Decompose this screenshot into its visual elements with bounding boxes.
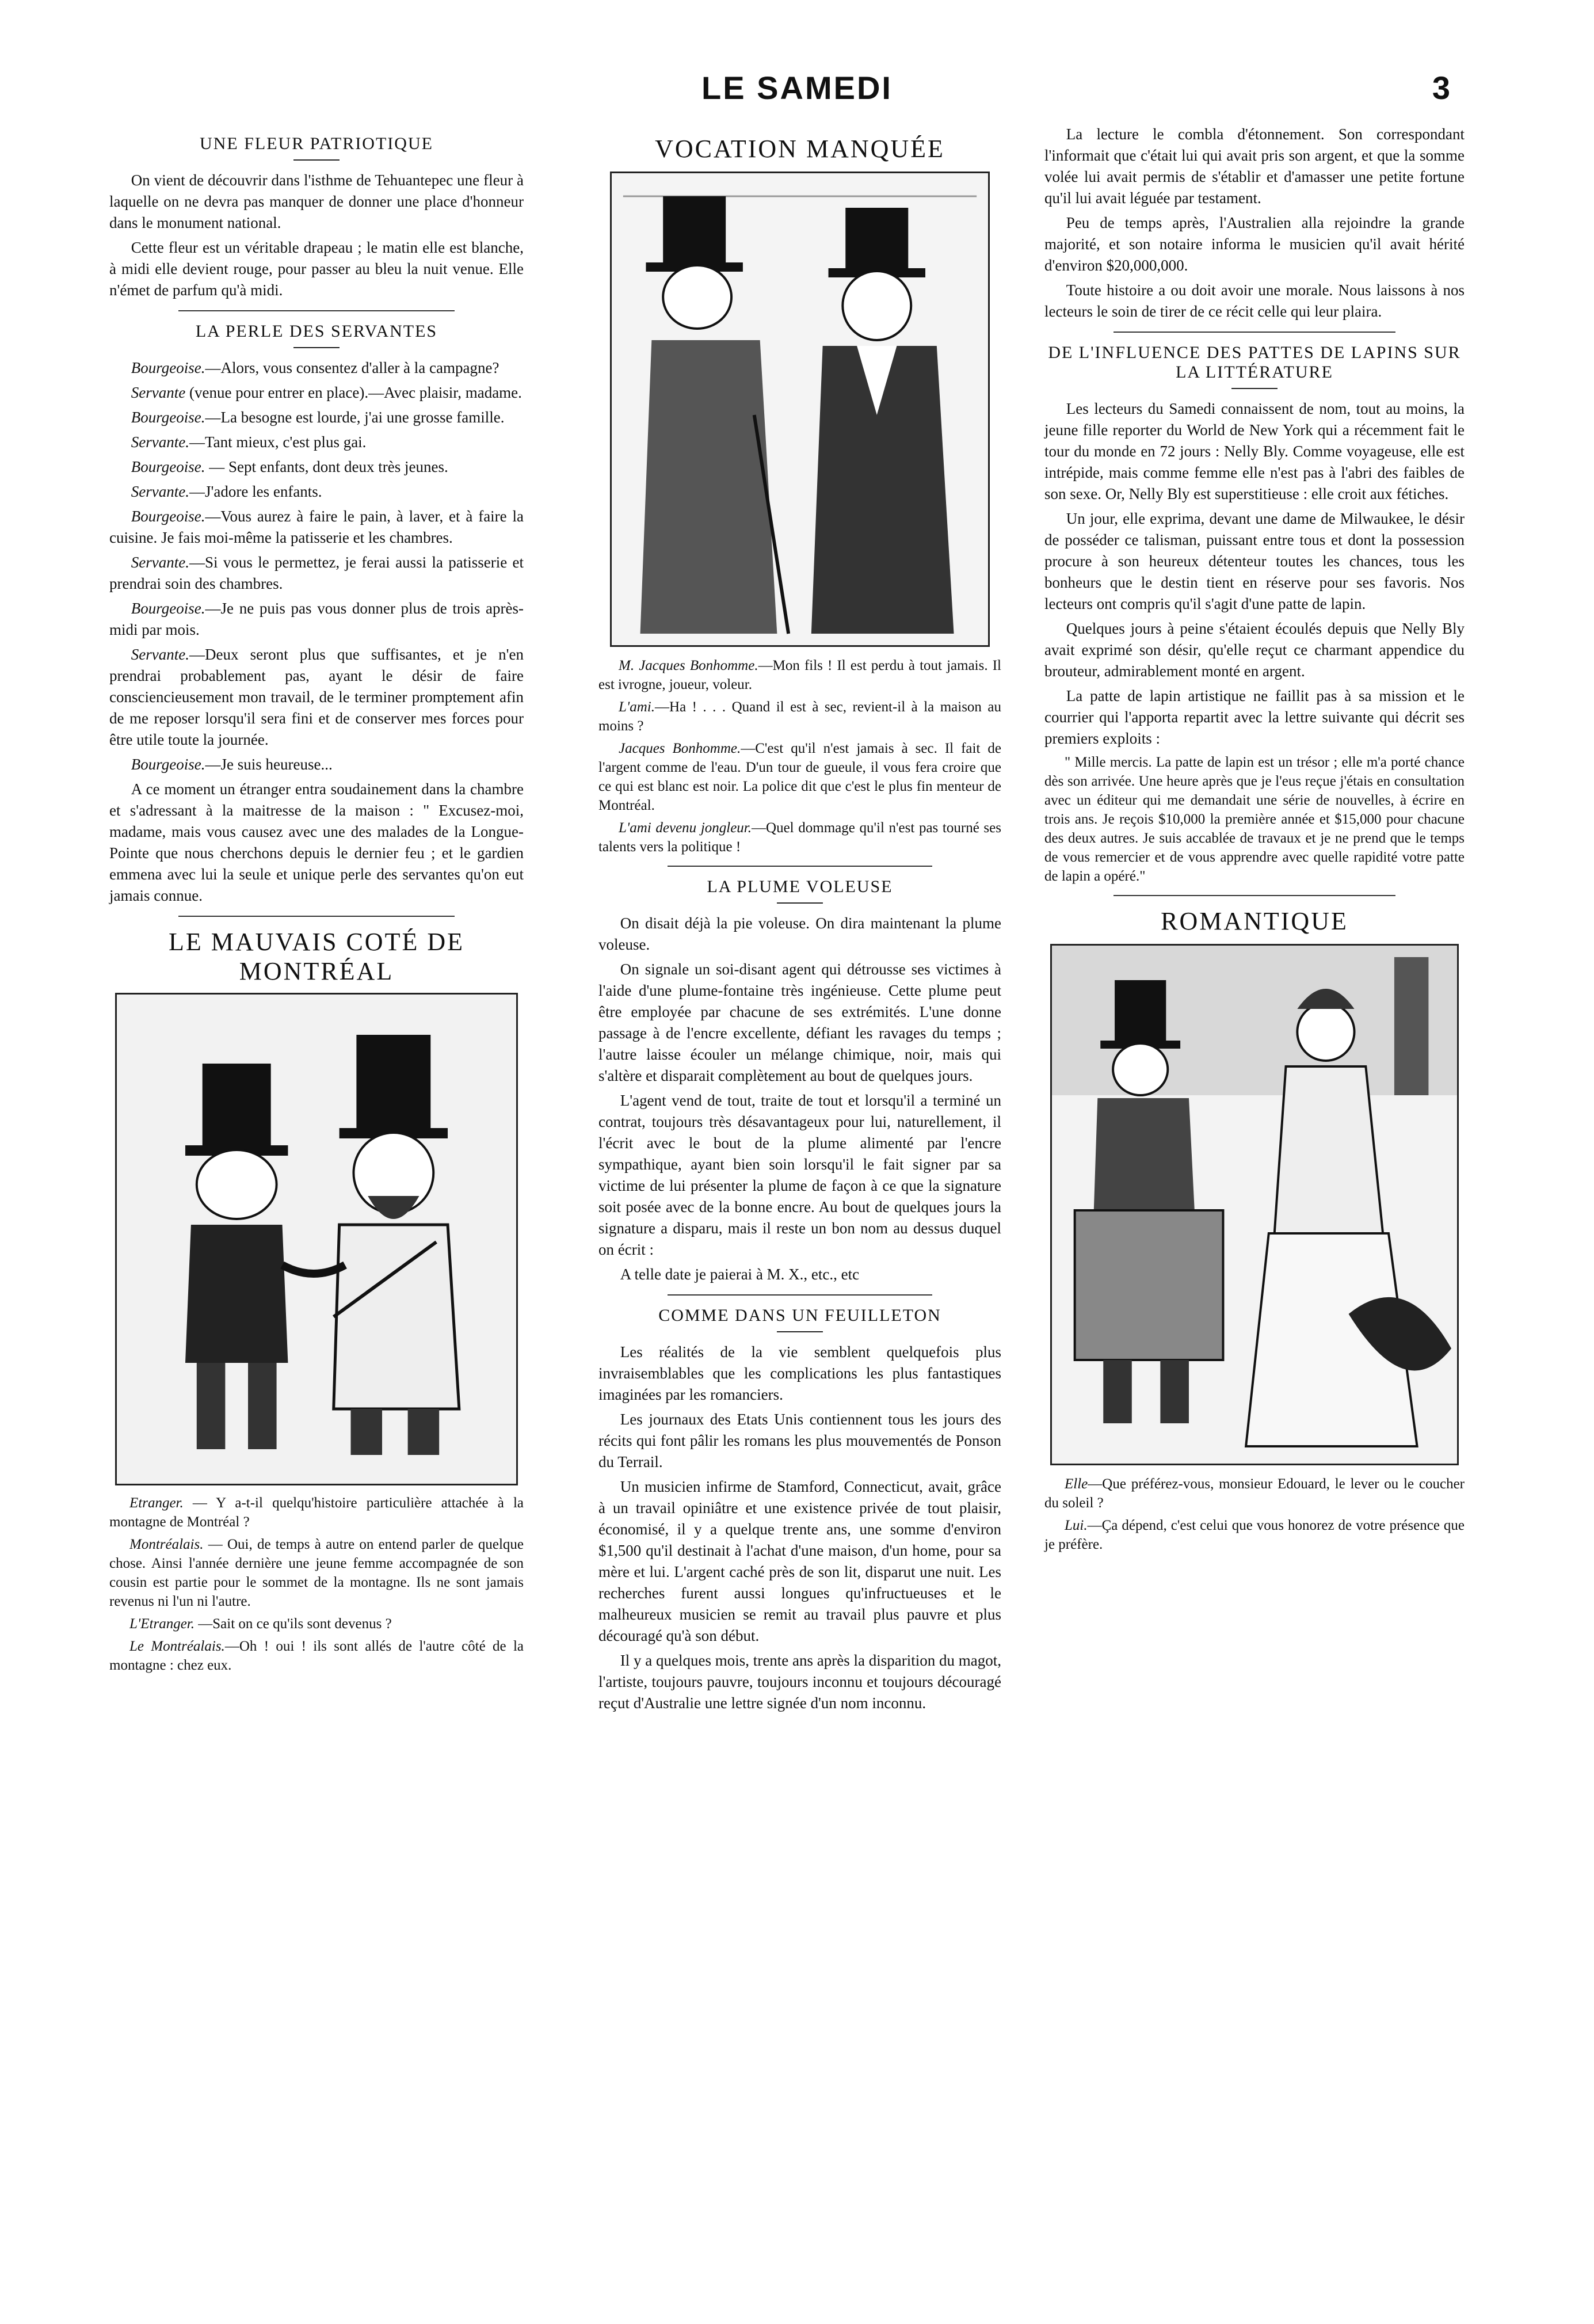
line: — Oui, de temps à autre on entend parler de quelque chose. Ainsi l'année dernière une jeune femme accompagnée de son cousin est partie pour le sommet de la montagne. Ils ne sont jamais revenus ni l'un ni l'autre.	[109, 1537, 524, 1609]
section-divider	[668, 866, 932, 867]
section-divider	[1113, 332, 1395, 333]
speaker: Bourgeoise.	[131, 508, 205, 525]
speaker: L'ami.	[619, 699, 655, 715]
speaker: Servante.	[131, 646, 190, 663]
title-rule	[777, 1331, 823, 1332]
line: —Mon fils ! Il est perdu à tout jamais. Il est ivrogne, joueur, voleur.	[598, 658, 1002, 692]
feuilleton-continued: La lecture le combla d'étonnement. Son correspondant l'informait que c'était lui qui avait pris son argent, et que la somme volée lui avait permis de s'établir et d'amasser une petite fortune qu'il lui avait léguée par testament.	[1044, 125, 1465, 207]
title-rule	[777, 902, 823, 904]
line: —Quel dommage qu'il n'est pas tourné ses talents vers la politique !	[598, 820, 1001, 855]
plume-paragraph: A telle date je paierai à M. X., etc., etc	[620, 1266, 860, 1283]
line: —Je ne puis pas vous donner plus de trois après-midi par mois.	[109, 600, 524, 638]
fleur-paragraph-2: Cette fleur est un véritable drapeau ; le matin elle est blanche, à midi elle devient rouge, pour passer au bleu la nuit venue. Elle n'émet de parfum qu'à midi.	[109, 239, 524, 299]
title-rule	[1231, 388, 1278, 389]
title-rule	[293, 347, 340, 348]
section-divider	[178, 310, 455, 311]
romantique-dialogue	[1044, 1475, 1465, 1554]
perle-ending: A ce moment un étranger entra soudainement dans la chambre et s'adressant à la maitresse de la maison : " Excusez-moi, madame, mais vous causez avec une des malades de la Longue-Pointe que nous cherchons depuis le dernier feu ; et le gardien emmena avec lui la seule et unique perle des servantes qu'on eut jamais connue.	[109, 780, 524, 904]
plume-paragraph: On disait déjà la pie voleuse. On dira maintenant la plume voleuse.	[598, 915, 1001, 953]
speaker: Bourgeoise.	[131, 756, 205, 773]
article-title-feuilleton: COMME DANS UN FEUILLETON	[658, 1306, 941, 1325]
article-title-romantique: ROMANTIQUE	[1161, 907, 1348, 935]
section-divider	[178, 916, 455, 917]
speaker: Montréalais.	[129, 1537, 204, 1552]
lapin-paragraph: Les lecteurs du Samedi connaissent de nom, tout au moins, la jeune fille reporter du World de New York qui a récemment fait le tour du monde en 72 jours : Nelly Bly. Comme voyageuse, elle est intrépide, mais comme femme elle n'est pas à l'abri des faibles de son sexe. Or, Nelly Bly est superstitieuse : elle croit aux fétiches.	[1044, 400, 1465, 502]
article-title-plume: LA PLUME VOLEUSE	[707, 877, 893, 896]
line: — Y a-t-il quelqu'histoire particulière attachée à la montagne de Montréal ?	[109, 1495, 524, 1530]
title-rule	[293, 159, 340, 161]
line: —Alors, vous consentez d'aller à la campagne?	[205, 359, 499, 376]
speaker: Bourgeoise.	[131, 359, 205, 376]
feuilleton-paragraph: Les journaux des Etats Unis contiennent tous les jours des récits qui font pâlir les romans les plus mouvementés de Ponson du Terrail.	[598, 1411, 1001, 1470]
fleur-paragraph-1: On vient de découvrir dans l'isthme de Tehuantepec une fleur à laquelle on ne devra pas manquer de donner une place d'honneur dans le monument national.	[109, 172, 524, 231]
masthead	[0, 69, 1594, 115]
line: —Si vous le permettez, je ferai aussi la patisserie et prendrai soin des chambres.	[109, 554, 524, 592]
speaker: Servante.	[131, 483, 190, 500]
speaker: Lui.	[1065, 1518, 1088, 1533]
line: —Tant mieux, c'est plus gai.	[189, 433, 367, 451]
lapin-letter: " Mille mercis. La patte de lapin est un trésor ; elle m'a porté chance dès son arrivée. Une heure après que je l'eus reçue j'étais en consultation avec un éditeur qui me demandait une série de nouvelles, à écrire en trois ans. Je reçois $10,000 la première année et $15,000 pour chacune des deux autres. Je suis accablée de travaux et je ne prend que le temps de vous remercier et de vous apprendre avec quelle rapidité votre patte de lapin a opéré."	[1044, 755, 1465, 884]
lapin-paragraph: Quelques jours à peine s'étaient écoulés depuis que Nelly Bly avait exprimé son désir, qu'elle reçut ce charmant appendice du brouteur, admirablement monté en argent.	[1044, 620, 1465, 680]
speaker: Jacques Bonhomme.	[619, 741, 741, 756]
article-title-fleur: UNE FLEUR PATRIOTIQUE	[200, 134, 433, 153]
feuilleton-continued: Peu de temps après, l'Australien alla rejoindre la grande majorité, et son notaire informa le musicien qu'il avait hérité d'environ $20,000,000.	[1044, 214, 1465, 274]
line: —Sait on ce qu'ils sont devenus ?	[195, 1616, 392, 1632]
feuilleton-continued: Toute histoire a ou doit avoir une morale. Nous laissons à nos lecteurs le soin de tirer de ce récit celle qui leur plaira.	[1044, 281, 1465, 320]
speaker: L'ami devenu jongleur.	[619, 820, 752, 836]
line: —Vous aurez à faire le pain, à laver, et à faire la cuisine. Je fais moi-même la patisserie et les chambres.	[109, 508, 524, 546]
line: —Ha ! . . . Quand il est à sec, revient-il à la maison au moins ?	[598, 699, 1001, 734]
speaker: Elle	[1065, 1476, 1088, 1492]
perle-dialogue	[109, 357, 524, 775]
speaker: Servante	[131, 384, 186, 401]
newspaper-title: LE SAMEDI	[701, 70, 893, 106]
article-title-perle: LA PERLE DES SERVANTES	[195, 322, 438, 341]
column-3	[1044, 124, 1465, 1557]
column-1	[109, 124, 524, 1678]
vocation-dialogue	[598, 656, 1001, 856]
article-title-mauvais: LE MAUVAIS COTÉ DE MONTRÉAL	[169, 928, 464, 985]
line: —Oh ! oui ! ils sont allés de l'autre côté de la montagne : chez eux.	[109, 1639, 524, 1673]
speaker: Bourgeoise.	[131, 458, 205, 475]
feuilleton-paragraph: Il y a quelques mois, trente ans après la disparition du magot, l'artiste, toujours pauvre, toujours inconnu et toujours découragé reçut d'Australie une lettre signée d'un nom inconnu.	[598, 1652, 1001, 1712]
feuilleton-paragraph: Les réalités de la vie semblent quelquefois plus invraisemblables que les complications les plus fantastiques imaginées par les romanciers.	[598, 1343, 1001, 1403]
line: —Que préférez-vous, monsieur Edouard, le lever ou le coucher du soleil ?	[1044, 1476, 1465, 1511]
column-2	[598, 124, 1001, 1717]
line: —Je suis heureuse...	[205, 756, 333, 773]
speaker: Bourgeoise.	[131, 600, 205, 617]
article-title-vocation: VOCATION MANQUÉE	[655, 135, 945, 163]
line: (venue pour entrer en place).—Avec plaisir, madame.	[185, 384, 522, 401]
cartoon-romantique	[1050, 944, 1459, 1465]
line: —Ça dépend, c'est celui que vous honorez de votre présence que je préfère.	[1044, 1518, 1465, 1552]
speaker: M. Jacques Bonhomme.	[619, 658, 758, 673]
mauvais-dialogue	[109, 1494, 524, 1675]
section-divider	[668, 1294, 932, 1296]
cartoon-two-gentlemen-handshake	[115, 993, 518, 1485]
speaker: Servante.	[131, 433, 190, 451]
line: —J'adore les enfants.	[189, 483, 322, 500]
speaker: Etranger.	[129, 1495, 184, 1511]
speaker: Servante.	[131, 554, 190, 571]
lapin-paragraph: La patte de lapin artistique ne faillit pas à sa mission et le courrier qui l'apporta repartit avec la lettre suivante qui décrit ses premiers exploits :	[1044, 687, 1465, 747]
page-number: 3	[1432, 70, 1450, 106]
line: —C'est qu'il n'est jamais à sec. Il fait de l'argent comme de l'eau. D'un tour de gueule, il vous fera croire que ce qui est blanc est noir. La police dit que c'est le plus fin menteur de Montréal.	[598, 741, 1002, 813]
article-title-lapin: DE L'INFLUENCE DES PATTES DE LAPINS SUR LA LITTÉRATURE	[1048, 343, 1461, 382]
speaker: L'Etranger.	[129, 1616, 195, 1632]
feuilleton-paragraph: Un musicien infirme de Stamford, Connecticut, avait, grâce à un travail opiniâtre et une existence privée de tout plaisir, économisé, il y a quelque trente ans, une somme d'environ $1,500 qu'il destinait à l'achat d'une maison, d'un home, pour sa mère et lui. L'argent caché près de son lit, disparut une nuit. Les recherches furent aussi longues qu'infructueuses et le malheureux musicien se remit au travail plus pauvre et plus découragé qu'à son début.	[598, 1478, 1001, 1644]
speaker: Bourgeoise.	[131, 409, 205, 426]
lapin-paragraph: Un jour, elle exprima, devant une dame de Milwaukee, le désir de posséder ce talisman, puissant entre tous et dont la possession procure à son heureux détenteur toutes les chances, tous les bonheurs que le destin tient en réserve pour ses favoris. Nos lecteurs ont compris qu'il s'agit d'une patte de lapin.	[1044, 510, 1465, 612]
line: —Deux seront plus que suffisantes, et je n'en prendrai probablement pas, ayant le désir de faire consciencieusement mon travail, de le terminer promptement afin de me reposer lorsqu'il sera fini et de conserver mes forces pour être utile toute la journée.	[109, 646, 524, 748]
section-divider	[1113, 895, 1395, 896]
line: — Sept enfants, dont deux très jeunes.	[205, 458, 448, 475]
plume-paragraph: L'agent vend de tout, traite de tout et lorsqu'il a terminé un contrat, toujours très désavantageux pour lui, naturellement, il l'écrit avec le bout de la plume alimenté par l'encre sympathique, ayant bien soin lorsqu'il le fait signer par sa victime de lui présenter la plume de façon à ce que la signature soit posée avec de la bonne encre. Au bout de quelques jours la signature a disparu, mais il reste un bon nom au dessus duquel on écrit :	[598, 1092, 1001, 1258]
cartoon-vocation-manquee	[610, 172, 990, 647]
speaker: Le Montréalais.	[129, 1639, 225, 1654]
plume-paragraph: On signale un soi-disant agent qui détrousse ses victimes à l'aide d'une plume-fontaine très ingénieuse. Cette plume peut être employée par chacune de ses extrémités. L'une donne passage à de l'encre excellente, défiant les ravages du temps ; l'autre laisse écouler un mélange chimique, noir, mais qui s'altère et disparait complètement au bout de quelques jours.	[598, 961, 1001, 1084]
line: —La besogne est lourde, j'ai une grosse famille.	[205, 409, 505, 426]
